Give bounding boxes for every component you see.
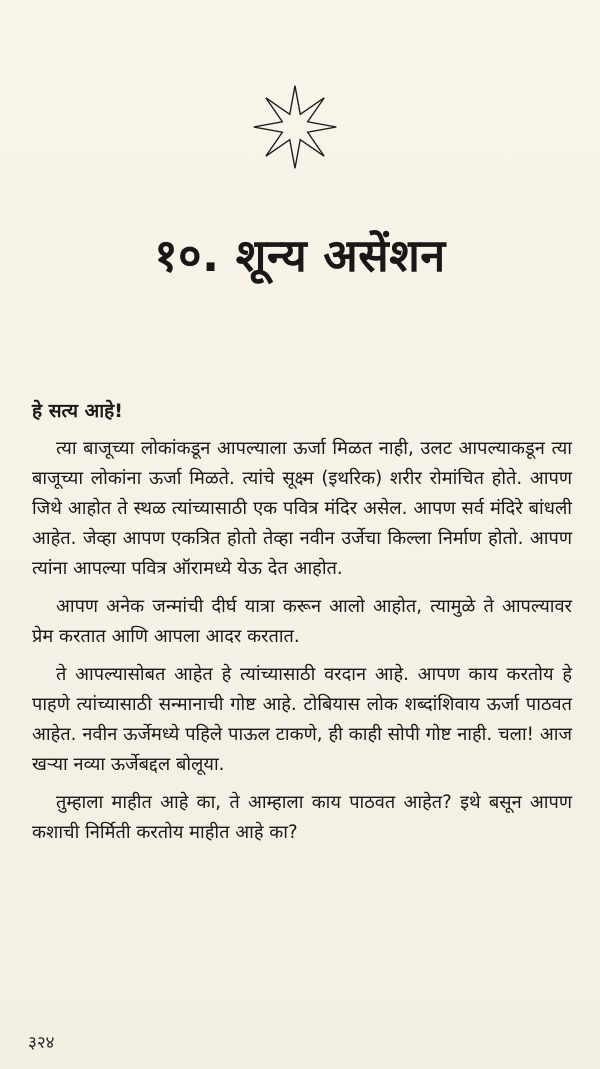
paragraph-3: ते आपल्यासोबत आहेत हे त्यांच्यासाठी वरदान आहे. आपण काय करतोय हे पाहणे त्यांच्यासाठी सन्मानाची गोष्ट आहे. टोबियास लोक शब्दांशिवाय ऊर्जा पाठवत आहेत. नवीन ऊर्जेमध्ये पहिले पाऊल टाकणे, ही काही सोपी गोष्ट नाही. चला! आज खऱ्या नव्या ऊर्जेबद्दल बोलूया. [32,664,572,775]
paragraph-1: त्या बाजूच्या लोकांकडून आपल्याला ऊर्जा मिळत नाही, उलट आपल्याकडून त्या बाजूच्या लोकांना ऊर्जा मिळते. त्यांचे सूक्ष्म (इथरिक) शरीर रोमांचित होते. आपण जिथे आहोत ते स्थळ त्यांच्यासाठी एक पवित्र मंदिर असेल. आपण सर्व मंदिरे बांधली आहेत. जेव्हा आपण एकत्रित होतो तेव्हा नवीन उर्जेचा किल्ला निर्माण होतो. आपण त्यांना आपल्या पवित्र ऑरामध्ये येऊ देत आहोत. [32,438,572,579]
page-number: ३२४ [28,1033,55,1053]
chapter-title: १०. शून्य असेंशन [154,229,446,282]
paragraph-2: आपण अनेक जन्मांची दीर्घ यात्रा करून आलो आहोत, त्यामुळे ते आपल्यावर प्रेम करतात आणि आपला आदर करतात. [32,596,572,647]
paragraph-4: तुम्हाला माहीत आहे का, ते आम्हाला काय पाठवत आहेत? इथे बसून आपण कशाची निर्मिती करतोय माहीत आहे का? [32,792,572,843]
body-text [32,396,572,856]
section-heading: हे सत्य आहे! [32,400,123,422]
eight-point-star-icon [252,84,338,170]
